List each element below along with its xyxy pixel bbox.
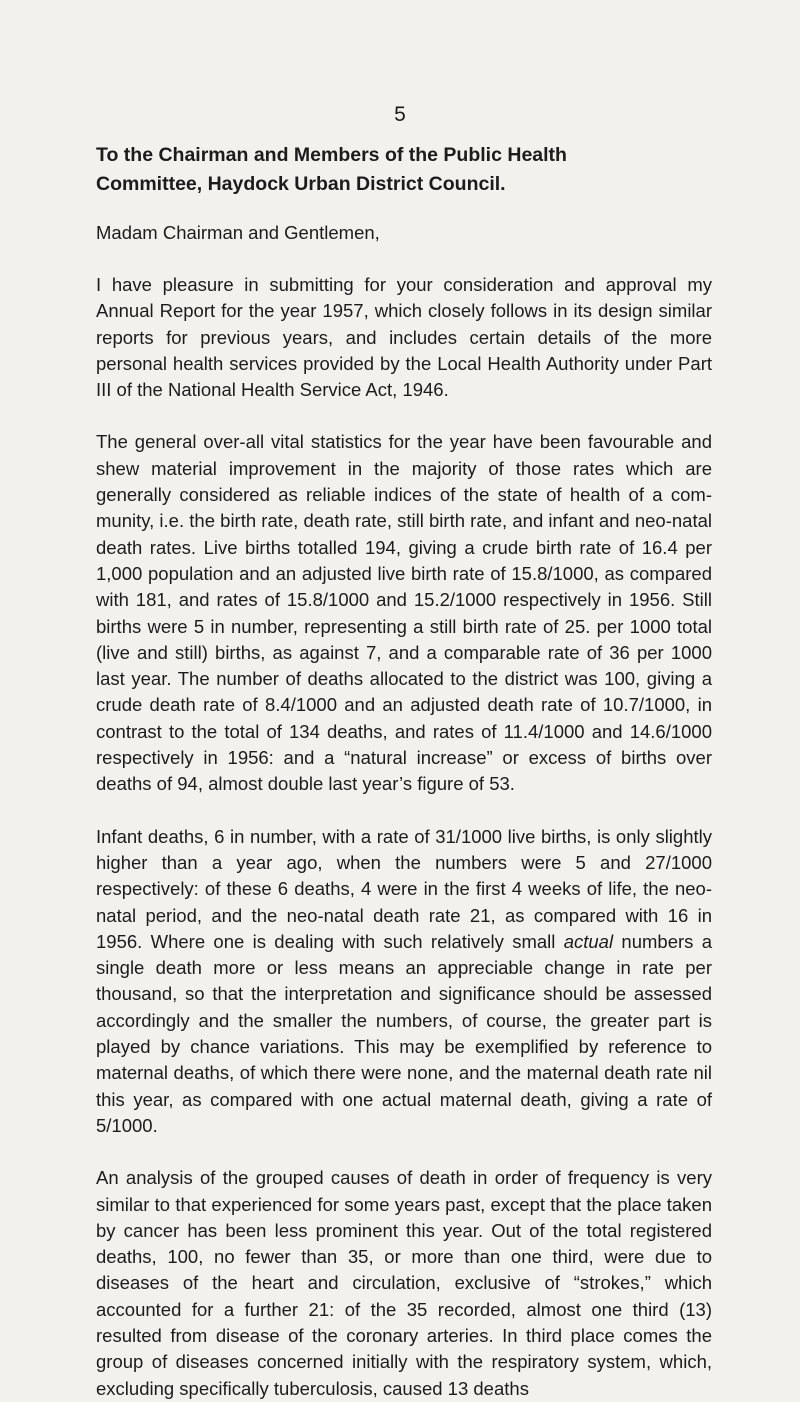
heading-line-1: To the Chairman and Members of the Public Health — [96, 144, 567, 166]
heading-line-2: Committee, Haydock Urban District Council. — [96, 173, 506, 195]
infant-deaths-italic-word: actual — [563, 930, 614, 952]
page-number: 5 — [394, 103, 406, 126]
infant-deaths-text-start: Infant deaths, 6 in number, with a rate of 31/1000 live births, is only slightly higher than a year ago, when the numbers were 5 and 27/1000 respectively: of these 6 deaths, 4 were in the first 4 weeks of life, the neo-natal period, and the neo-natal death rate 21, as compared with 16 in 1956. Where one is dealing with such relatively small — [96, 825, 712, 952]
paragraph-causes-of-death: An analysis of the grouped causes of death in order of frequency is very similar to that experienced for some years past, except that the place taken by cancer has been less prominent this year. Out of the total registered deaths, 100, no fewer than 35, or more than one third, were due to diseases of the heart and circulation, exclusive of “strokes,” which accounted for a further 21: of the 35 recorded, almost one third (13) resulted from disease of the coronary arteries. In third place comes the group of diseases concerned initially with the respiratory system, which, excluding specifically tuberculosis, caused 13 deaths — [96, 1167, 712, 1399]
report-letter — [96, 141, 712, 1402]
paragraph-vital-statistics: The general over-all vital statistics for the year have been favourable and shew material improvement in the majority of those rates which are generally considered as reliable indices of the state of health of a com- munity, i.e. the birth rate, death rate, still birth rate, and infant and neo-natal death rates. Live births totalled 194, giving a crude birth rate of 16.4 per 1,000 population and an adjusted live birth rate of 15.8/1000, as compared with 181, and rates of 15.8/1000 and 15.2/1000 respectively in 1956. Still births were 5 in number, representing a still birth rate of 25. per 1000 total (live and still) births, as against 7, and a comparable rate of 36 per 1000 last year. The number of deaths allocated to the district was 100, giving a crude death rate of 8.4/1000 and an adjusted death rate of 10.7/1000, in contrast to the total of 134 deaths, and rates of 11.4/1000 and 14.6/1000 respectively in 1956: and a “natural increase” or excess of births over deaths of 94, almost double last year’s figure of 53. — [96, 431, 712, 795]
paragraph-report-intro: I have pleasure in submitting for your consideration and approval my Annual Report for the year 1957, which closely follows in its design similar reports for previous years, and includes certain details of the more personal health services provided by the Local Health Authority under Part III of the National Health Service Act, 1946. — [96, 274, 712, 401]
paragraph-infant-deaths — [96, 824, 712, 1140]
salutation: Madam Chairman and Gentlemen, — [96, 222, 380, 243]
letter-heading — [96, 141, 712, 199]
infant-deaths-text-end: numbers a single death more or less means an appreciable change in rate per thousand, so that the interpretation and significance should be assessed accordingly and the smaller the numbers, of course, the greater part is played by chance variations. This may be exemplified by reference to maternal deaths, of which there were none, and the maternal death rate nil this year, as compared with one actual maternal death, giving a rate of 5/1000. — [96, 930, 713, 1136]
